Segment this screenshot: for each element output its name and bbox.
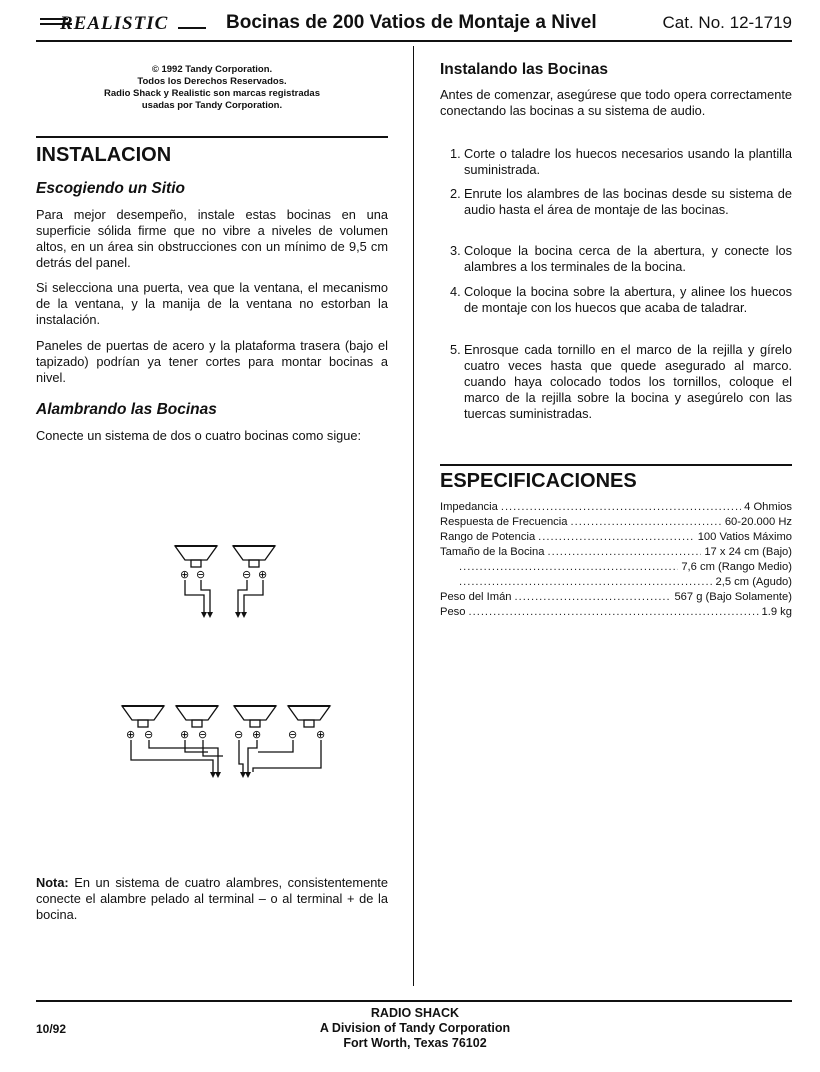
spec-label: Rango de Potencia <box>440 531 536 543</box>
spec-label: Tamaño de la Bocina <box>440 546 545 558</box>
plus-terminal-label: ⊕ <box>180 568 190 581</box>
spec-value: 2,5 cm (Agudo) <box>715 576 792 588</box>
step-number: 2. <box>450 186 461 201</box>
spec-value: 100 Vatios Máximo <box>697 531 792 543</box>
plus-terminal-label: ⊕ <box>126 728 136 741</box>
heading-escogiendo-sitio: Escogiendo un Sitio <box>36 180 185 197</box>
publication-date: 10/92 <box>36 1022 67 1036</box>
spec-value: 7,6 cm (Rango Medio) <box>681 561 792 573</box>
realistic-logo <box>38 10 208 42</box>
copyright-block <box>36 64 388 112</box>
spec-label: Peso del Imán <box>440 591 512 603</box>
spec-row <box>440 531 792 545</box>
step-number: 4. <box>450 284 461 299</box>
spec-row <box>440 501 792 515</box>
minus-terminal-label: ⊖ <box>234 728 244 741</box>
step-number: 1. <box>450 146 461 161</box>
heading-instalacion: INSTALACION <box>36 144 172 166</box>
spec-row <box>440 591 792 605</box>
paragraph-sitio-3: Paneles de puertas de acero y la plataforma trasera (bajo el tapizado) podrían ya tener cortes para montar bocinas a nivel. <box>36 338 388 385</box>
four-speaker-wiring-diagram <box>118 700 348 780</box>
copyright-line: usadas por Tandy Corporation. <box>141 100 283 111</box>
paragraph-alambrando-intro: Conecte un sistema de dos o cuatro bocinas como sigue: <box>36 428 362 443</box>
paragraph-sitio-1: Para mejor desempeño, instale estas bocinas en una superficie sólida firme que no vibre a niveles de volumen altos, en un área sin obstrucciones con un mínimo de 9,5 cm detrás del panel. <box>36 207 388 270</box>
note-paragraph <box>36 875 388 923</box>
heading-instalando: Instalando las Bocinas <box>440 61 608 78</box>
spec-label: Respuesta de Frecuencia <box>440 516 568 528</box>
minus-terminal-label: ⊖ <box>242 568 252 581</box>
minus-terminal-label: ⊖ <box>144 728 154 741</box>
footer-division: A Division of Tandy Corporation <box>319 1021 511 1035</box>
section-rule-especificaciones <box>440 464 792 466</box>
step-number: 3. <box>450 243 461 258</box>
note-label: Nota: <box>36 875 69 890</box>
copyright-line: Todos los Derechos Reservados. <box>137 76 287 87</box>
spec-value: 4 Ohmios <box>744 501 792 513</box>
spec-value: 17 x 24 cm (Bajo) <box>704 546 792 558</box>
plus-terminal-label: ⊕ <box>252 728 262 741</box>
spec-value: 567 g (Bajo Solamente) <box>674 591 792 603</box>
plus-terminal-label: ⊕ <box>258 568 268 581</box>
minus-terminal-label: ⊖ <box>288 728 298 741</box>
step-text: Enrosque cada tornillo en el marco de la rejilla y gírelo cuatro veces hasta que quede asegurado al marco. cuando haya colocado todos los tornillos, coloque el marco de la rejilla sobre la bocina y asegúrelo con las tuercas suministradas. <box>464 342 792 421</box>
spec-row <box>440 561 792 575</box>
step-number: 5. <box>450 342 461 357</box>
heading-especificaciones: ESPECIFICACIONES <box>440 470 637 492</box>
spec-row <box>440 546 792 560</box>
two-speaker-wiring-diagram <box>170 540 290 620</box>
spec-label: Impedancia <box>440 501 498 513</box>
step-text: Corte o taladre los huecos necesarios usando la plantilla suministrada. <box>464 146 792 177</box>
minus-terminal-label: ⊖ <box>198 728 208 741</box>
section-rule-instalacion <box>36 136 388 138</box>
svg-text:REALISTIC: REALISTIC <box>60 13 169 34</box>
header-rule <box>36 40 792 42</box>
paragraph-sitio-2: Si selecciona una puerta, vea que la ventana, el mecanismo de la ventana, y la manija de la ventana no estorban la instalación. <box>36 280 388 327</box>
realistic-logo-mark <box>38 10 208 36</box>
footer-city: Fort Worth, Texas 76102 <box>343 1036 487 1050</box>
copyright-line: Radio Shack y Realistic son marcas registradas <box>104 88 320 99</box>
spec-value: 1.9 kg <box>761 606 792 618</box>
step-text: Enrute los alambres de las bocinas desde su sistema de audio hasta el área de montaje de las bocinas. <box>464 186 792 217</box>
plus-terminal-label: ⊕ <box>180 728 190 741</box>
document-title: Bocinas de 200 Vatios de Montaje a Nivel <box>226 12 597 33</box>
footer-address <box>210 1006 620 1051</box>
column-divider <box>413 46 414 986</box>
note-text: En un sistema de cuatro alambres, consistentemente conecte el alambre pelado al terminal – o al terminal + de la bocina. <box>36 875 388 922</box>
footer-company: RADIO SHACK <box>370 1006 460 1020</box>
catalog-number: Cat. No. 12-1719 <box>662 13 792 32</box>
copyright-line: © 1992 Tandy Corporation. <box>151 64 273 75</box>
spec-row <box>440 516 792 530</box>
spec-value: 60-20.000 Hz <box>724 516 792 528</box>
paragraph-instalando-intro: Antes de comenzar, asegúrese que todo opera correctamente conectando las bocinas a su sistema de audio. <box>440 87 792 118</box>
spec-row <box>440 606 792 620</box>
spec-label: Peso <box>440 606 466 618</box>
step-text: Coloque la bocina cerca de la abertura, y conecte los alambres a los terminales de la bocina. <box>464 243 792 274</box>
step-text: Coloque la bocina sobre la abertura, y alinee los huecos de montaje con los huecos que acaba de taladrar. <box>464 284 792 315</box>
footer-rule <box>36 1000 792 1002</box>
minus-terminal-label: ⊖ <box>196 568 206 581</box>
spec-row <box>440 576 792 590</box>
heading-alambrando: Alambrando las Bocinas <box>36 401 217 418</box>
plus-terminal-label: ⊕ <box>316 728 326 741</box>
